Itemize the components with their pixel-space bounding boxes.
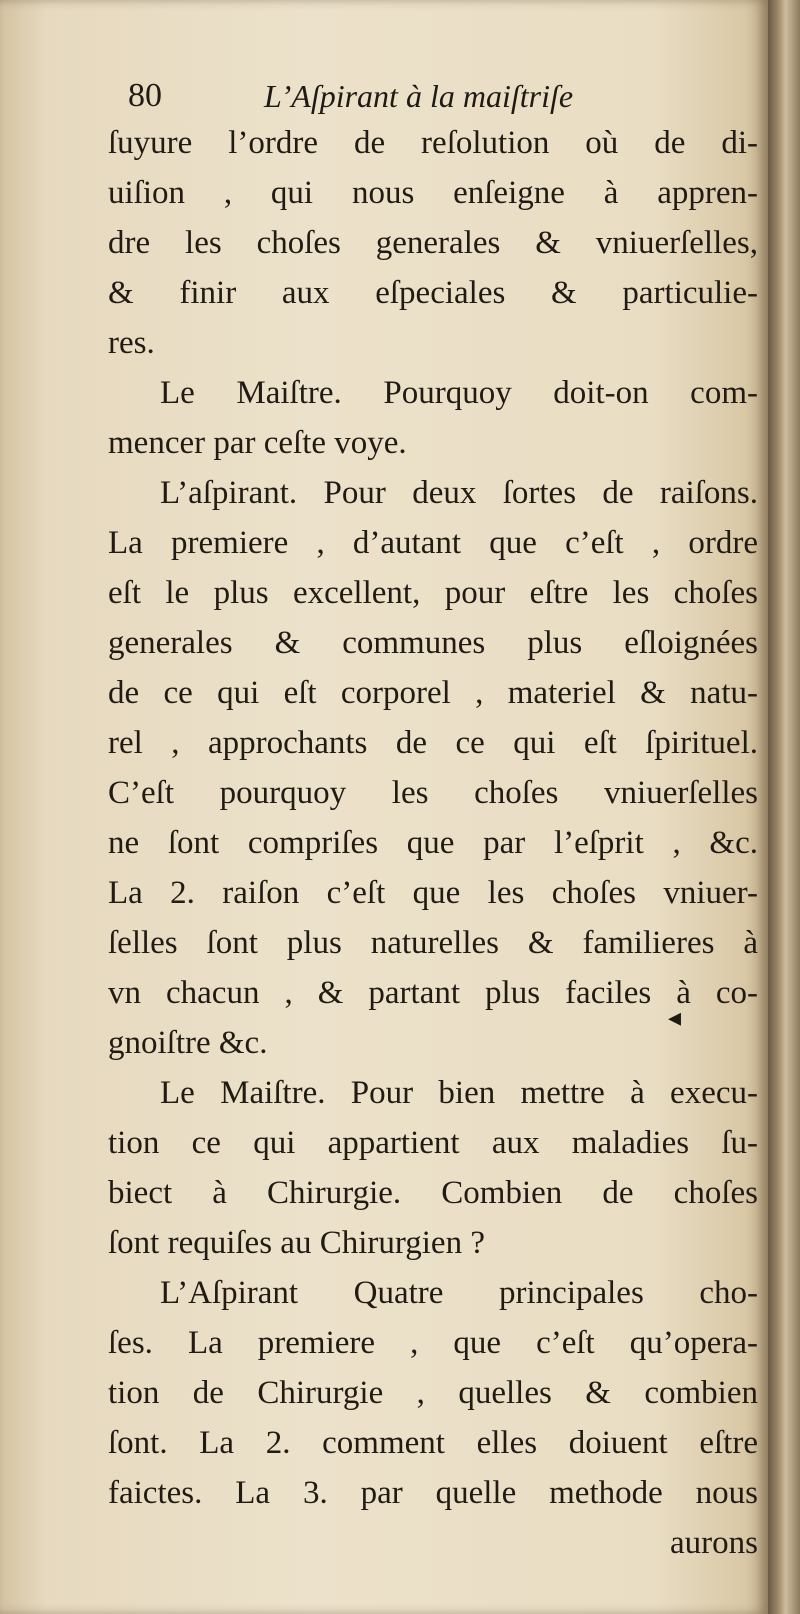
text-line: ſont requiſes au Chirurgien ? <box>108 1225 485 1261</box>
text-line: dre les choſes generales & vniuerſelles, <box>108 225 758 261</box>
text-line: ſes. La premiere , que c’eſt qu’opera- <box>108 1325 758 1361</box>
text-line: de ce qui eſt corporel , materiel & natu- <box>108 675 758 711</box>
text-line: tion ce qui appartient aux maladies ſu- <box>108 1125 758 1161</box>
text-line: mencer par ceſte voye. <box>108 425 407 461</box>
text-line: uiſion , qui nous enſeigne à appren- <box>108 175 758 211</box>
text-line: & finir aux eſpeciales & particulie- <box>108 275 758 311</box>
text-line: Le Maiſtre. Pour bien mettre à execu- <box>160 1075 758 1111</box>
text-line: res. <box>108 325 155 361</box>
text-line: gnoiſtre &c. <box>108 1025 268 1061</box>
text-line: ſelles ſont plus naturelles & familieres à <box>108 925 758 961</box>
catchword: aurons <box>670 1525 758 1561</box>
text-line: biect à Chirurgie. Combien de choſes <box>108 1175 758 1211</box>
ink-mark-icon: ◂ <box>668 1003 682 1033</box>
text-line: ſuyure l’ordre de reſolution où de di- <box>108 125 758 161</box>
text-line: Le Maiſtre. Pourquoy doit-on com- <box>160 375 758 411</box>
text-line: C’eſt pourquoy les choſes vniuerſelles <box>108 775 758 811</box>
text-line: La premiere , d’autant que c’eſt , ordre <box>108 525 758 561</box>
text-line: eſt le plus excellent, pour eſtre les choſes <box>108 575 758 611</box>
text-line: generales & communes plus eſloignées <box>108 625 758 661</box>
running-title: L’Aſpirant à la maiſtriſe <box>264 78 574 114</box>
page-number: 80 <box>128 77 162 114</box>
text-line: tion de Chirurgie , quelles & combien <box>108 1375 758 1411</box>
text-line: ne ſont compriſes que par l’eſprit , &c. <box>108 825 758 861</box>
page-header <box>128 70 688 122</box>
text-line: L’Aſpirant Quatre principales cho- <box>160 1275 758 1311</box>
text-line: faictes. La 3. par quelle methode nous <box>108 1475 758 1511</box>
text-line: vn chacun , & partant plus faciles à co- <box>108 975 758 1011</box>
body-text <box>108 118 758 1568</box>
text-line: La 2. raiſon c’eſt que les choſes vniuer- <box>108 875 758 911</box>
page-edge <box>768 0 800 1614</box>
text-line: rel , approchants de ce qui eſt ſpirituel. <box>108 725 758 761</box>
text-line: L’aſpirant. Pour deux ſortes de raiſons. <box>160 475 758 511</box>
text-line: ſont. La 2. comment elles doiuent eſtre <box>108 1425 758 1461</box>
